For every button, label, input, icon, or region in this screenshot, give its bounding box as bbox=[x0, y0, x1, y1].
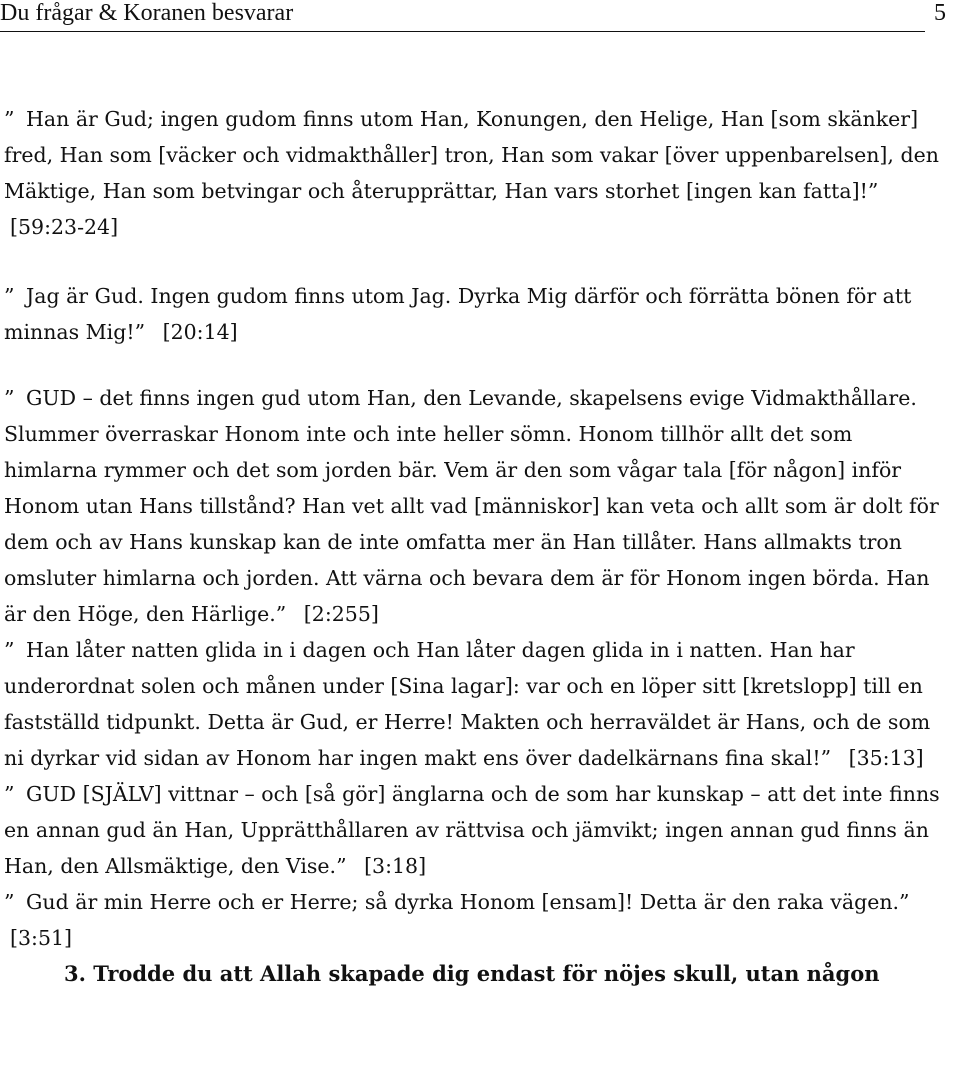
verse-reference: [2:255] bbox=[303, 602, 379, 626]
quote-mark: ” bbox=[336, 854, 347, 878]
question-heading: 3. Trodde du att Allah skapade dig endast för nöjes skull, utan någon bbox=[64, 961, 880, 986]
quote-mark: ” bbox=[4, 284, 15, 308]
header-rule bbox=[0, 31, 925, 32]
quote-mark: ” bbox=[867, 179, 879, 203]
quote-mark: ” bbox=[820, 746, 832, 770]
verse-reference: [3:51] bbox=[10, 926, 73, 950]
verse-reference: [35:13] bbox=[848, 746, 924, 770]
verse-reference: [59:23-24] bbox=[10, 215, 119, 239]
quote-mark: ” bbox=[4, 890, 15, 914]
page-body bbox=[4, 101, 948, 992]
quote-mark: ” bbox=[899, 890, 910, 914]
page-header bbox=[0, 0, 960, 34]
quote-text: Han låter natten glida in i dagen och Han låter dagen glida in i natten. Han har underordnat solen och månen under [Sina lagar]: var och en löper sitt [kretslopp] till en fastställd tidpunkt. Detta är Gud, er Herre! Makten och herraväldet är Hans, och de som ni dyrkar vid sidan av Honom har ingen makt ens över dadelkärnans fina skal! bbox=[4, 638, 931, 770]
quote-2-255 bbox=[4, 380, 948, 632]
quote-3-18 bbox=[4, 776, 948, 884]
quote-mark: ” bbox=[275, 602, 287, 626]
quote-35-13 bbox=[4, 632, 948, 776]
quote-text: GUD – det finns ingen gud utom Han, den Levande, skapelsens evige Vidmakthållare. Slummer överraskar Honom inte och inte heller sömn. Honom tillhör allt det som himlarna rymmer och det som jorden bär. Vem är den som vågar tala [för någon] inför Honom utan Hans tillstånd? Han vet allt vad [människor] kan veta och allt som är dolt för dem och av Hans kunskap kan de inte omfatta mer än Han tillåter. Hans allmakts tron omsluter himlarna och jorden. Att värna och bevara dem är för Honom ingen börda. Han är den Höge, den Härlige. bbox=[4, 386, 939, 626]
running-title: Du frågar & Koranen besvarar bbox=[0, 0, 294, 26]
quote-mark: ” bbox=[4, 782, 15, 806]
quote-text: GUD [SJÄLV] vittnar – och [så gör] änglarna och de som har kunskap – att det inte finns en annan gud än Han, Upprätthållaren av rättvisa och jämvikt; ingen annan gud finns än Han, den Allsmäktige, den Vise. bbox=[4, 782, 940, 878]
quote-20-14 bbox=[4, 278, 948, 350]
quote-text: Gud är min Herre och er Herre; så dyrka Honom [ensam]! Detta är den raka vägen. bbox=[26, 890, 900, 914]
page-number: 5 bbox=[934, 0, 946, 26]
quote-mark: ” bbox=[4, 638, 15, 662]
quote-mark: ” bbox=[134, 320, 146, 344]
quote-text: Han är Gud; ingen gudom finns utom Han, Konungen, den Helige, Han [som skänker] fred, Han som [väcker och vidmakthåller] tron, Han som vakar [över uppenbarelsen], den Mäktige, Han som betvingar och återupprättar, Han vars storhet [ingen kan fatta]! bbox=[4, 107, 939, 203]
verse-reference: [3:18] bbox=[364, 854, 427, 878]
quote-3-51 bbox=[4, 884, 948, 956]
verse-reference: [20:14] bbox=[162, 320, 238, 344]
quote-mark: ” bbox=[4, 386, 15, 410]
quote-mark: ” bbox=[4, 107, 15, 131]
quote-59-23 bbox=[4, 101, 948, 245]
quote-text: Jag är Gud. Ingen gudom finns utom Jag. Dyrka Mig därför och förrätta bönen för att minnas Mig! bbox=[4, 284, 912, 344]
